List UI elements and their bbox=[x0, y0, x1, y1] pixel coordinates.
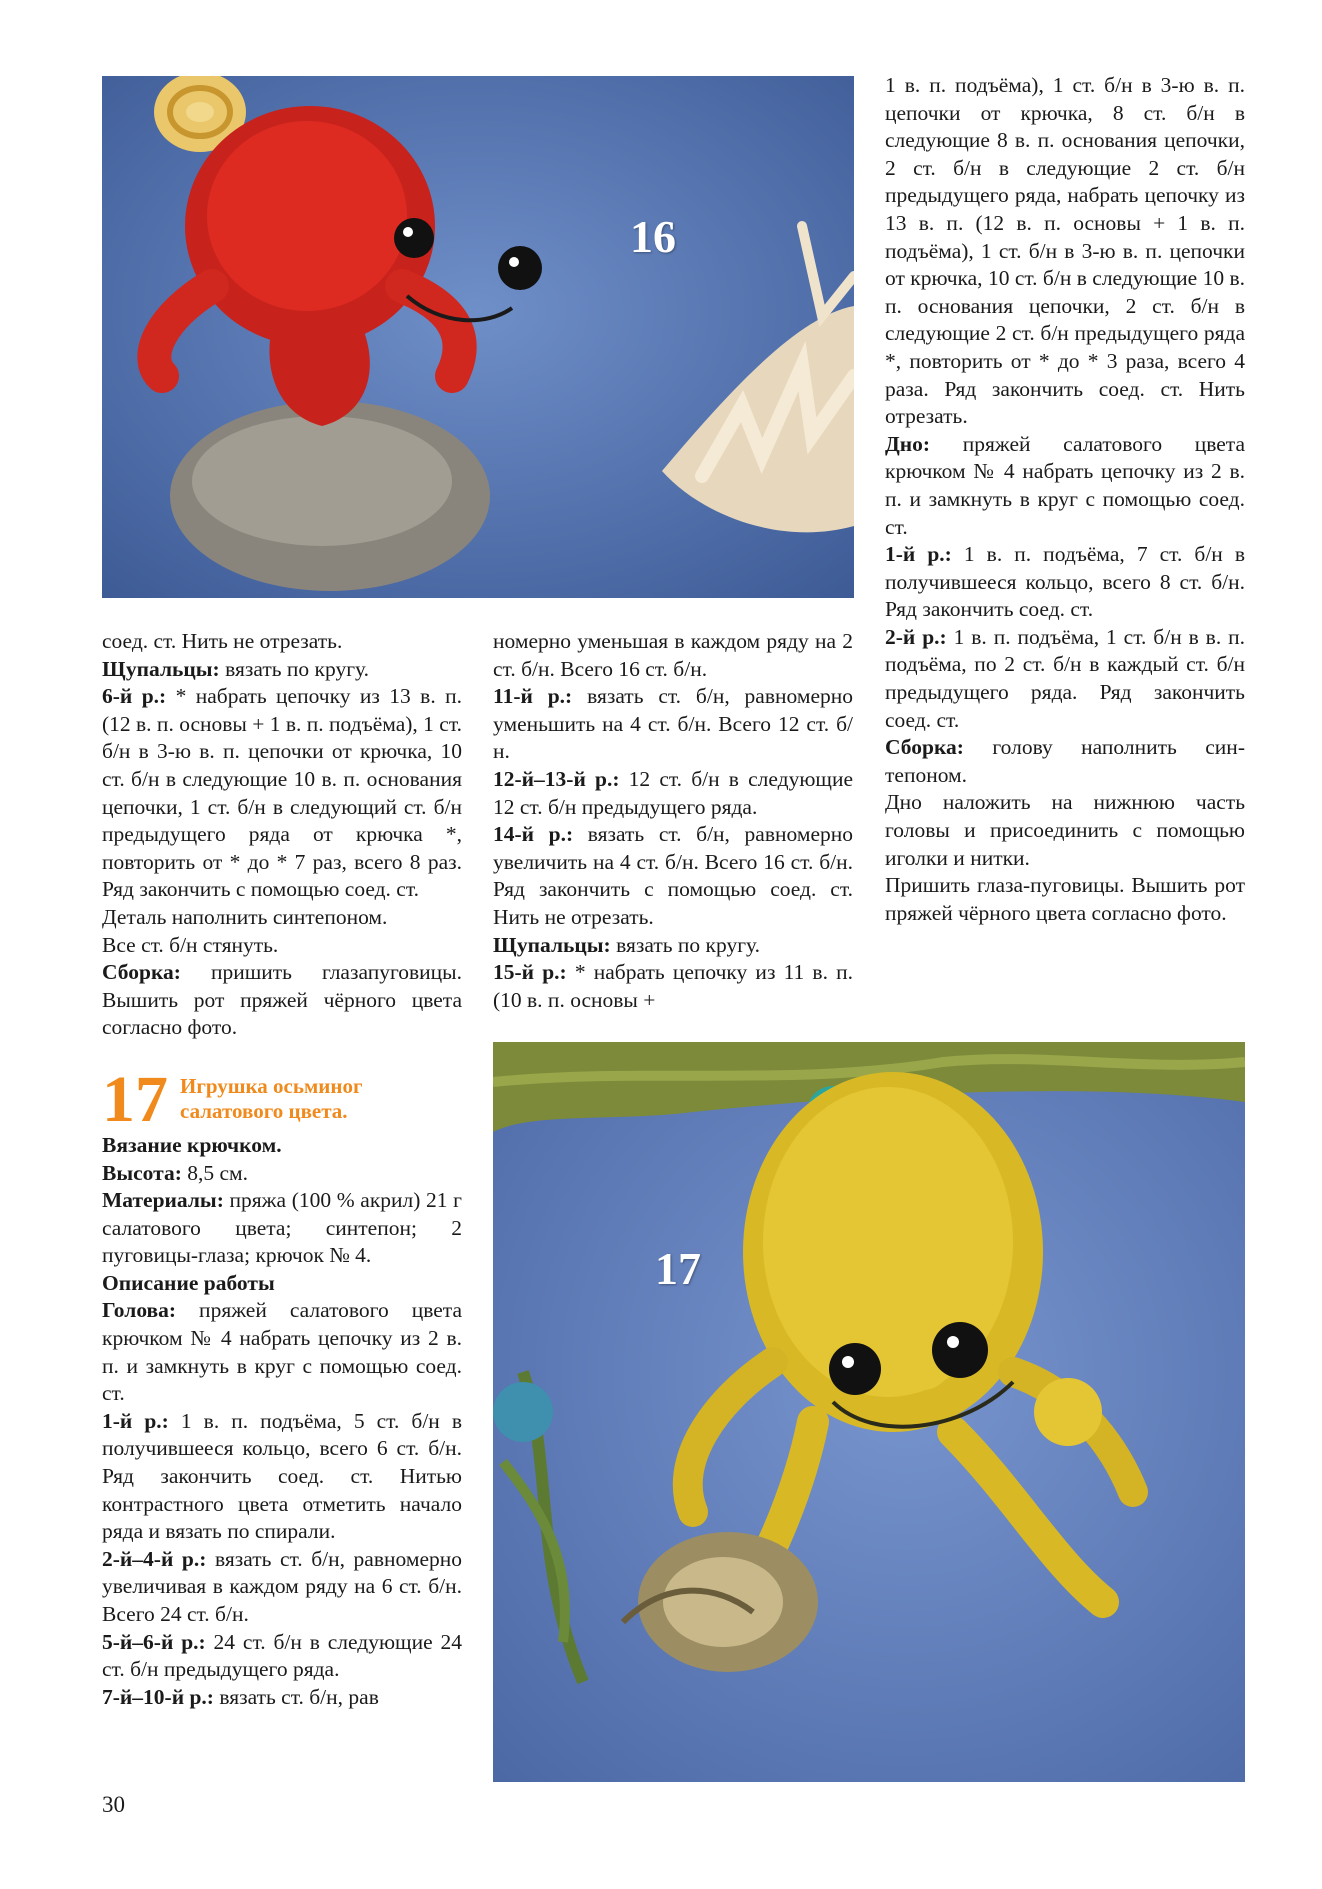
section-title: Игрушка осьминог салатового цвета. bbox=[180, 1073, 363, 1123]
paragraph: Дно наложить на нижнюю часть головы и присоединить с помощью иголки и нитки. bbox=[885, 790, 1245, 870]
paragraph: Деталь наполнить синтепоном. bbox=[102, 904, 388, 929]
paragraph: Описание работы bbox=[102, 1270, 275, 1295]
photo-red-octopus bbox=[102, 76, 854, 598]
page-number: 30 bbox=[102, 1792, 125, 1817]
paragraph: соед. ст. Нить не отрезать. bbox=[102, 629, 343, 653]
paragraph: Дно: пряжей салатового цвета крючком № 4 набрать цепочку из 2 в. п. и замкнуть в круг с помощью соед. ст. bbox=[885, 431, 1245, 539]
paragraph: Голова: пряжей салатового цвета крючком № 4 набрать цепочку из 2 в. п. и замкнуть в круг с помощью соед. ст. bbox=[102, 1298, 462, 1406]
text-column-right bbox=[885, 72, 1245, 927]
paragraph: 14-й р.: вязать ст. б/н, равномерно увеличить на 4 ст. б/н. Всего 16 ст. б/н. Ряд закончить с помощью соед. ст. Нить не отрезать. bbox=[493, 822, 853, 929]
paragraph: Материалы: пряжа (100 % акрил) 21 г салатового цвета; синтепон; 2 пуговицы-глаза; крючок № 4. bbox=[102, 1188, 462, 1268]
paragraph: Сборка: пришить глазапуговицы. Вышить рот пряжей чёрного цвета согласно фото. bbox=[102, 960, 462, 1040]
photo-number-17: 17 bbox=[655, 1243, 701, 1294]
paragraph: Все ст. б/н стянуть. bbox=[102, 932, 279, 957]
paragraph: Пришить глаза-пуговицы. Вышить рот пряжей чёрного цвета согласно фото. bbox=[885, 873, 1245, 925]
paragraph: 1-й р.: 1 в. п. подъёма, 7 ст. б/н в получившееся кольцо, всего 8 ст. б/н. Ряд закончить соед. ст. bbox=[885, 542, 1245, 622]
section-number: 17 bbox=[102, 1062, 168, 1136]
paragraph: Сборка: голову наполнить синтепоном. bbox=[885, 735, 1245, 787]
photo-number-16: 16 bbox=[630, 211, 676, 262]
paragraph: 15-й р.: * набрать цепочку из 11 в. п. (10 в. п. основы + bbox=[493, 960, 853, 1012]
paragraph: 5-й–6-й р.: 24 ст. б/н в следующие 24 ст. б/н предыдущего ряда. bbox=[102, 1629, 462, 1682]
paragraph: 7-й–10-й р.: вязать ст. б/н, рав bbox=[102, 1684, 379, 1709]
paragraph: Высота: 8,5 см. bbox=[102, 1160, 249, 1185]
paragraph: 6-й р.: * набрать цепочку из 13 в. п. (12 в. п. основы + 1 в. п. подъёма), 1 ст. б/н в 3-ю в. п. цепочки от крючка, 10 ст. б/н в следующие 10 в. п. основания цепочки, 1 ст. б/н в следующий ст. б/н предыдущего ряда от крючка *, повторить от * до * 7 раз, всего 8 раз. Ряд закончить с помощью соед. ст. bbox=[102, 684, 462, 902]
paragraph: Вязание крючком. bbox=[102, 1132, 282, 1157]
photo-yellow-octopus bbox=[493, 1042, 1245, 1782]
text-column-middle bbox=[493, 628, 853, 1014]
text-column-left bbox=[102, 628, 462, 1711]
paragraph: 1-й р.: 1 в. п. подъёма, 5 ст. б/н в получившееся кольцо, всего 6 ст. б/н. Ряд закончить соед. ст. Нитью контрастного цвета отметить начало ряда и вязать по спирали. bbox=[102, 1408, 462, 1544]
paragraph: номерно уменьшая в каждом ряду на 2 ст. б/н. Всего 16 ст. б/н. bbox=[493, 629, 853, 681]
paragraph: Щупальцы: вязать по кругу. bbox=[493, 932, 760, 957]
paragraph: 12-й–13-й р.: 12 ст. б/н в следующие 12 ст. б/н предыдущего ряда. bbox=[493, 766, 854, 819]
section-header-17 bbox=[102, 1062, 462, 1136]
yellow-octopus-illustration bbox=[493, 1042, 1245, 1782]
paragraph: Щупальцы: вязать по кругу. bbox=[102, 656, 369, 681]
paragraph: 11-й р.: вязать ст. б/н, равномерно уменьшить на 4 ст. б/н. Всего 12 ст. б/н. bbox=[493, 684, 854, 764]
paragraph: 2-й р.: 1 в. п. подъёма, 1 ст. б/н в в. п. подъёма, по 2 ст. б/н в каждый ст. б/н предыдущего ряда. Ряд закончить соед. ст. bbox=[885, 624, 1245, 732]
paragraph: 1 в. п. подъёма), 1 ст. б/н в 3-ю в. п. цепочки от крючка, 8 ст. б/н в следующие 8 в. п. основания цепочки, 2 ст. б/н в следующие 2 ст. б/н предыдущего ряда, набрать цепочку из 13 в. п. (12 в. п. основы + 1 в. п. подъёма), 1 ст. б/н в 3-ю в. п. цепочки от крючка, 10 ст. б/н в следующие 10 в. п. основания цепочки, 2 ст. б/н в следующие 2 ст. б/н предыдущего ряда *, повторить от * до * 3 раза, всего 4 раза. Ряд закончить соед. ст. Нить отрезать. bbox=[885, 73, 1245, 429]
red-octopus-illustration bbox=[102, 76, 854, 598]
paragraph: 2-й–4-й р.: вязать ст. б/н, равномерно увеличивая в каждом ряду на 6 ст. б/н. Всего 24 ст. б/н. bbox=[102, 1546, 463, 1626]
